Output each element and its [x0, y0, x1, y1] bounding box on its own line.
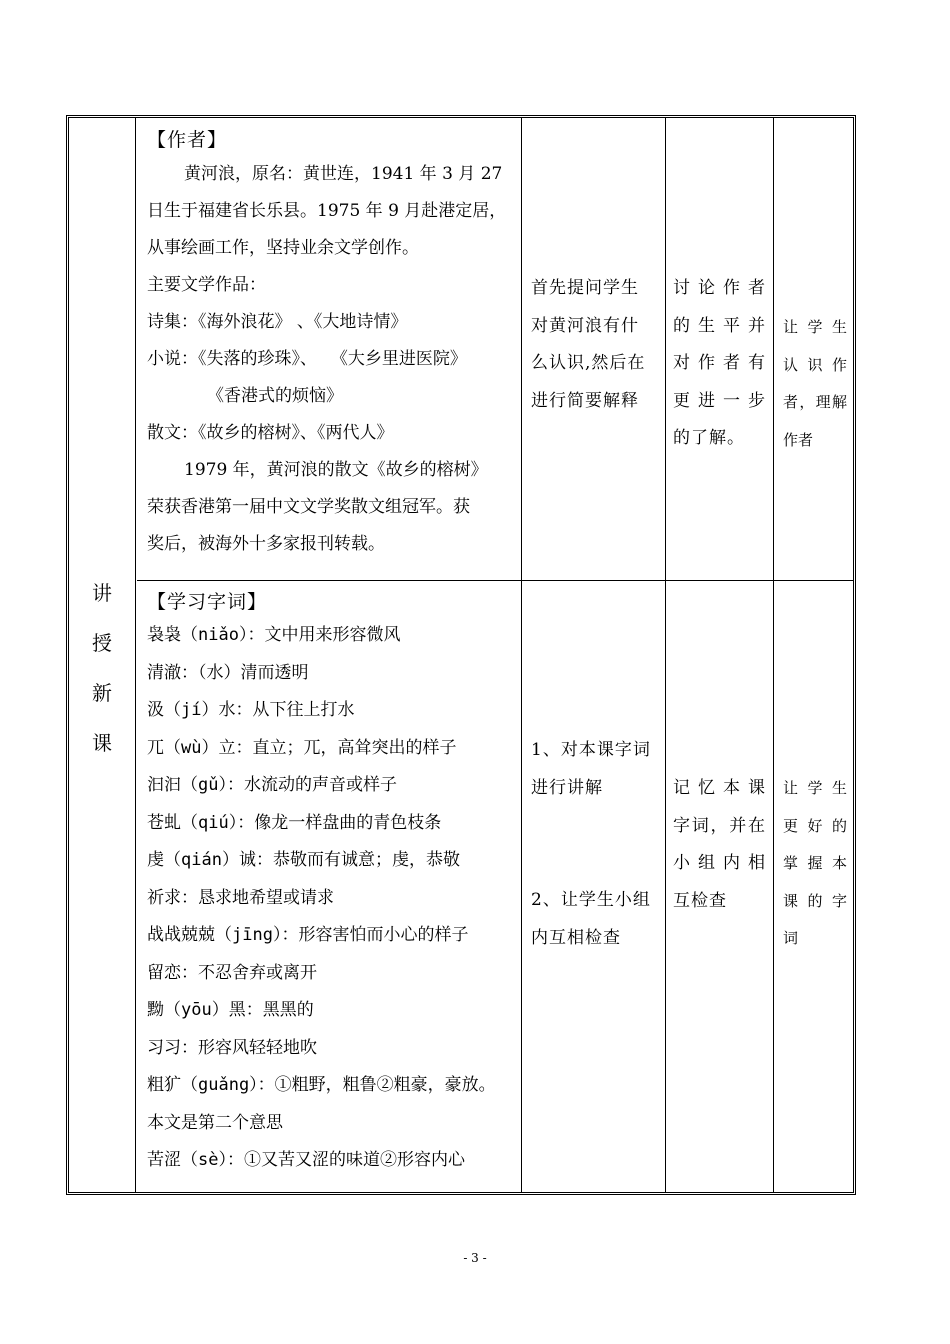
purpose-line: 掌握本 — [783, 854, 847, 872]
author-section-title: 【作者】 — [147, 129, 228, 151]
author-content-cell — [147, 126, 517, 563]
section-label-char: 讲 — [92, 581, 112, 605]
author-text-line: 日生于福建省长乐县。1975 年 9 月赴港定居， — [147, 201, 507, 221]
vocab-line: 黝（yōu）黑：黑黑的 — [147, 1000, 314, 1020]
vocab-student-activity-cell — [673, 770, 765, 920]
author-text-line: 1979 年，黄河浪的散文《故乡的榕树》 — [184, 460, 488, 480]
teacher-activity-line: 么认识,然后在 — [531, 353, 646, 373]
author-text-line: 小说：《失落的珍珠》、 《大乡里进医院》 — [147, 349, 467, 369]
vocab-line: 苦涩（sè）：①又苦又涩的味道②形容内心 — [147, 1150, 465, 1170]
section-label-char: 新 — [92, 681, 112, 705]
teacher-activity-line: 内互相检查 — [531, 927, 621, 948]
student-activity-line: 字词，并在 — [673, 815, 765, 836]
student-activity-line: 小组内相 — [673, 853, 765, 873]
vocab-line: 本文是第二个意思 — [147, 1112, 283, 1133]
vocab-line: 留恋：不忍舍弃或离开 — [147, 962, 317, 983]
purpose-line: 认识作 — [783, 355, 847, 374]
student-activity-line: 讨论作者 — [673, 278, 765, 298]
vocab-line: 战战兢兢（jīng）：形容害怕而小心的样子 — [147, 925, 469, 945]
purpose-line: 让学生 — [783, 318, 847, 336]
vocab-purpose-cell — [783, 770, 847, 958]
author-text-line: 荣获香港第一届中文文学奖散文组冠军。获 — [147, 497, 470, 517]
author-text-line: 主要文学作品： — [147, 275, 266, 295]
vocab-line: 清澈：（水）清而透明 — [147, 662, 309, 683]
teacher-activity-line: 进行简要解释 — [531, 390, 639, 411]
student-activity-line: 对作者有 — [673, 353, 765, 373]
vocab-content-cell — [147, 588, 519, 1180]
lesson-plan-table — [66, 115, 856, 1195]
teacher-activity-line: 首先提问学生 — [531, 278, 639, 298]
section-label-cell — [69, 118, 135, 1192]
author-text-line: 散文：《故乡的榕树》、《两代人》 — [147, 423, 394, 443]
purpose-line: 词 — [783, 929, 799, 947]
vocab-line: 苍虬（qiú）：像龙一样盘曲的青色枝条 — [147, 812, 442, 833]
author-text-line: 《香港式的烦恼》 — [207, 386, 343, 406]
author-teacher-activity-cell — [531, 270, 659, 420]
author-text-line: 奖后，被海外十多家报刊转载。 — [147, 534, 385, 554]
row-divider — [137, 580, 853, 581]
student-activity-line: 互检查 — [673, 890, 727, 911]
vocab-teacher-activity-cell — [531, 732, 661, 957]
student-activity-line: 的生平并 — [673, 315, 765, 336]
student-activity-line: 记忆本课 — [673, 778, 765, 798]
author-text-line: 从事绘画工作，坚持业余文学创作。 — [147, 238, 419, 258]
vocab-line: 袅袅（niǎo）：文中用来形容微风 — [147, 625, 401, 645]
column-divider — [135, 118, 136, 1192]
vocab-line: 汩汩（gǔ）：水流动的声音或样子 — [147, 775, 397, 795]
page-number: - 3 - — [463, 1251, 487, 1265]
student-activity-line: 的了解。 — [673, 428, 745, 448]
column-divider — [521, 118, 522, 1192]
student-activity-line: 更进一步 — [673, 390, 765, 411]
purpose-line: 作者 — [783, 430, 814, 449]
purpose-line: 者，理解 — [783, 393, 847, 411]
purpose-line: 更好的 — [783, 816, 847, 835]
vocab-line: 虔（qián）诚：恭敬而有诚意；虔，恭敬 — [147, 850, 460, 870]
purpose-line: 课的字 — [783, 891, 847, 910]
purpose-line: 让学生 — [783, 779, 847, 797]
vocab-line: 兀（wù）立：直立；兀，高耸突出的样子 — [147, 737, 457, 758]
author-text-line: 黄河浪，原名：黄世连，1941 年 3 月 27 — [184, 164, 503, 184]
teacher-activity-line: 1、对本课字词 — [531, 740, 651, 760]
section-label-char: 课 — [92, 731, 112, 755]
section-label-char: 授 — [92, 631, 112, 655]
vocab-line: 习习：形容风轻轻地吹 — [147, 1037, 317, 1058]
vocab-line: 祈求：恳求地希望或请求 — [147, 887, 334, 908]
column-divider — [665, 118, 666, 1192]
author-purpose-cell — [783, 309, 847, 459]
teacher-activity-line: 进行讲解 — [531, 777, 603, 798]
teacher-activity-line: 2、让学生小组 — [531, 890, 651, 910]
author-student-activity-cell — [673, 270, 765, 458]
teacher-activity-line: 对黄河浪有什 — [531, 315, 639, 336]
vocab-line: 汲（jí）水：从下往上打水 — [147, 700, 355, 720]
vocab-section-title: 【学习字词】 — [147, 591, 268, 613]
author-text-line: 诗集：《海外浪花》 、《大地诗情》 — [147, 312, 408, 332]
vocab-line: 粗犷（guǎng）：①粗野，粗鲁②粗豪，豪放。 — [147, 1075, 496, 1095]
column-divider — [773, 118, 774, 1192]
